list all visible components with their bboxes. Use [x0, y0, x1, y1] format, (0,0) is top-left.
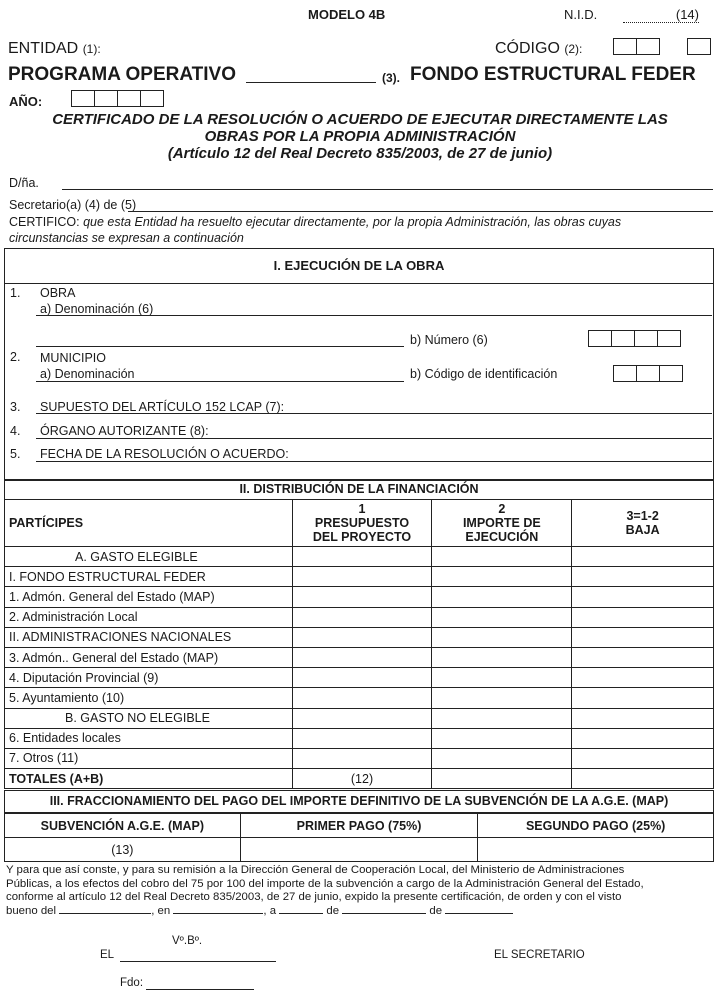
supuesto-field[interactable] — [36, 413, 712, 414]
dia-field[interactable] — [279, 913, 323, 914]
fdo-label: Fdo: — [120, 977, 144, 989]
table-row: B. GASTO NO ELEGIBLE — [5, 708, 714, 728]
municipio-codigo-label: b) Código de identificación — [410, 367, 558, 381]
anio-boxes[interactable] — [72, 90, 164, 107]
municipio-codigo-boxes[interactable] — [614, 365, 683, 382]
table-row: 6. Entidades locales — [5, 728, 714, 748]
section3-title: III. FRACCIONAMIENTO DEL PAGO DEL IMPORTE DEFINITIVO DE LA SUBVENCIÓN DE LA A.G.E. (MAP) — [49, 794, 669, 808]
document-title: CERTIFICADO DE LA RESOLUCIÓN O ACUERDO DE EJECUTAR DIRECTAMENTE LAS OBRAS POR LA PROPIA ADMINISTRACIÓN (Artículo 12 del Real Decreto 835/2003, de 27 de junio) — [52, 111, 668, 162]
table-row: 4. Diputación Provincial (9) — [5, 668, 714, 688]
table-row: 3. Admón.. General del Estado (MAP) — [5, 647, 714, 667]
financiacion-table — [4, 499, 714, 789]
programa-field[interactable] — [246, 82, 376, 83]
table-row: 2. Administración Local — [5, 607, 714, 627]
totals-row: TOTALES (A+B) (12) — [5, 769, 714, 789]
fdo-field[interactable] — [146, 989, 254, 990]
obra-denominacion-field[interactable] — [36, 315, 712, 316]
municipio-label: MUNICIPIO — [40, 351, 106, 365]
obra-denominacion-label: a) Denominación (6) — [40, 302, 154, 316]
col-participes: PARTÍCIPES — [5, 500, 293, 547]
anio-field[interactable] — [445, 913, 513, 914]
section1-title: I. EJECUCIÓN DE LA OBRA — [273, 258, 445, 273]
mes-field[interactable] — [342, 913, 426, 914]
anio-label: AÑO: — [9, 94, 43, 109]
el-label: EL — [100, 949, 115, 961]
secretario-field[interactable] — [128, 211, 713, 212]
obra-numero-boxes[interactable] — [589, 330, 681, 347]
programa-right: FONDO ESTRUCTURAL FEDER — [410, 64, 696, 85]
secretario-sign-label: EL SECRETARIO — [494, 949, 585, 961]
col-presupuesto: 1 PRESUPUESTO DEL PROYECTO — [292, 500, 432, 547]
programa-left: PROGRAMA OPERATIVO — [8, 64, 237, 85]
fecha-label: FECHA DE LA RESOLUCIÓN O ACUERDO: — [40, 447, 289, 461]
obra-denominacion-field-2[interactable] — [36, 346, 404, 347]
organo-label: ÓRGANO AUTORIZANTE (8): — [40, 424, 209, 438]
section2-title: II. DISTRIBUCIÓN DE LA FINANCIACIÓN — [239, 482, 479, 496]
obra-label: OBRA — [40, 286, 76, 300]
table-row: 5. Ayuntamiento (10) — [5, 688, 714, 708]
organo-field[interactable] — [36, 438, 712, 439]
secretario-label: Secretario(a) (4) de (5) — [9, 198, 137, 212]
municipio-denominacion-field[interactable] — [36, 381, 404, 382]
table-row: 1. Admón. General del Estado (MAP) — [5, 587, 714, 607]
obra-numero-label: b) Número (6) — [410, 333, 488, 347]
col-baja: 3=1-2 BAJA — [572, 500, 714, 547]
el-field[interactable] — [120, 961, 276, 962]
codigo-label: CÓDIGO (2): — [495, 40, 583, 57]
certifico-text: CERTIFICO: que esta Entidad ha resuelto ejecutar directamente, por la propia Administración, las obras cuyas circunstancias se expresan a continuación — [9, 215, 622, 245]
fecha-field[interactable] — [36, 461, 712, 462]
programa-ref: (3). — [382, 71, 400, 85]
col-importe: 2 IMPORTE DE EJECUCIÓN — [432, 500, 572, 547]
dona-label: D/ña. — [9, 176, 39, 190]
supuesto-label: SUPUESTO DEL ARTÍCULO 152 LCAP (7): — [40, 400, 285, 414]
nid-field[interactable]: (14) — [623, 7, 699, 23]
entidad-label: ENTIDAD (1): — [8, 40, 101, 57]
table-row: II. ADMINISTRACIONES NACIONALES — [5, 627, 714, 647]
table-row: 7. Otros (11) — [5, 748, 714, 768]
visto-field[interactable] — [59, 913, 151, 914]
item-obra: 1. — [10, 286, 21, 300]
lugar-field[interactable] — [173, 913, 263, 914]
fraccionamiento-table: SUBVENCIÓN A.G.E. (MAP) PRIMER PAGO (75%) SEGUNDO PAGO (25%) (13) — [4, 813, 714, 862]
table-row: I. FONDO ESTRUCTURAL FEDER — [5, 567, 714, 587]
vobo-label: Vº.Bº. — [172, 935, 203, 947]
codigo-box-extra[interactable] — [688, 38, 711, 55]
codigo-boxes[interactable] — [614, 38, 660, 55]
model-label: MODELO 4B — [308, 7, 386, 22]
item-municipio: 2. — [10, 350, 21, 364]
dona-field[interactable] — [62, 189, 713, 190]
nid-label: N.I.D. — [564, 7, 598, 22]
table-row: A. GASTO ELEGIBLE — [5, 547, 714, 567]
closing-paragraph: Y para que así conste, y para su remisión a la Dirección General de Cooperación Local, del Ministerio de Administraciones Públicas, a los efectos del cobro del 75 por 100 del importe de la subvención a cargo de la Administración General del Estado, conforme al artículo 12 del Real Decreto 835/2003, de 27 de junio, expido la presente certificación, de orden y con el visto bueno del , en , a de de — [6, 864, 644, 917]
municipio-denominacion-label: a) Denominación — [40, 367, 135, 381]
